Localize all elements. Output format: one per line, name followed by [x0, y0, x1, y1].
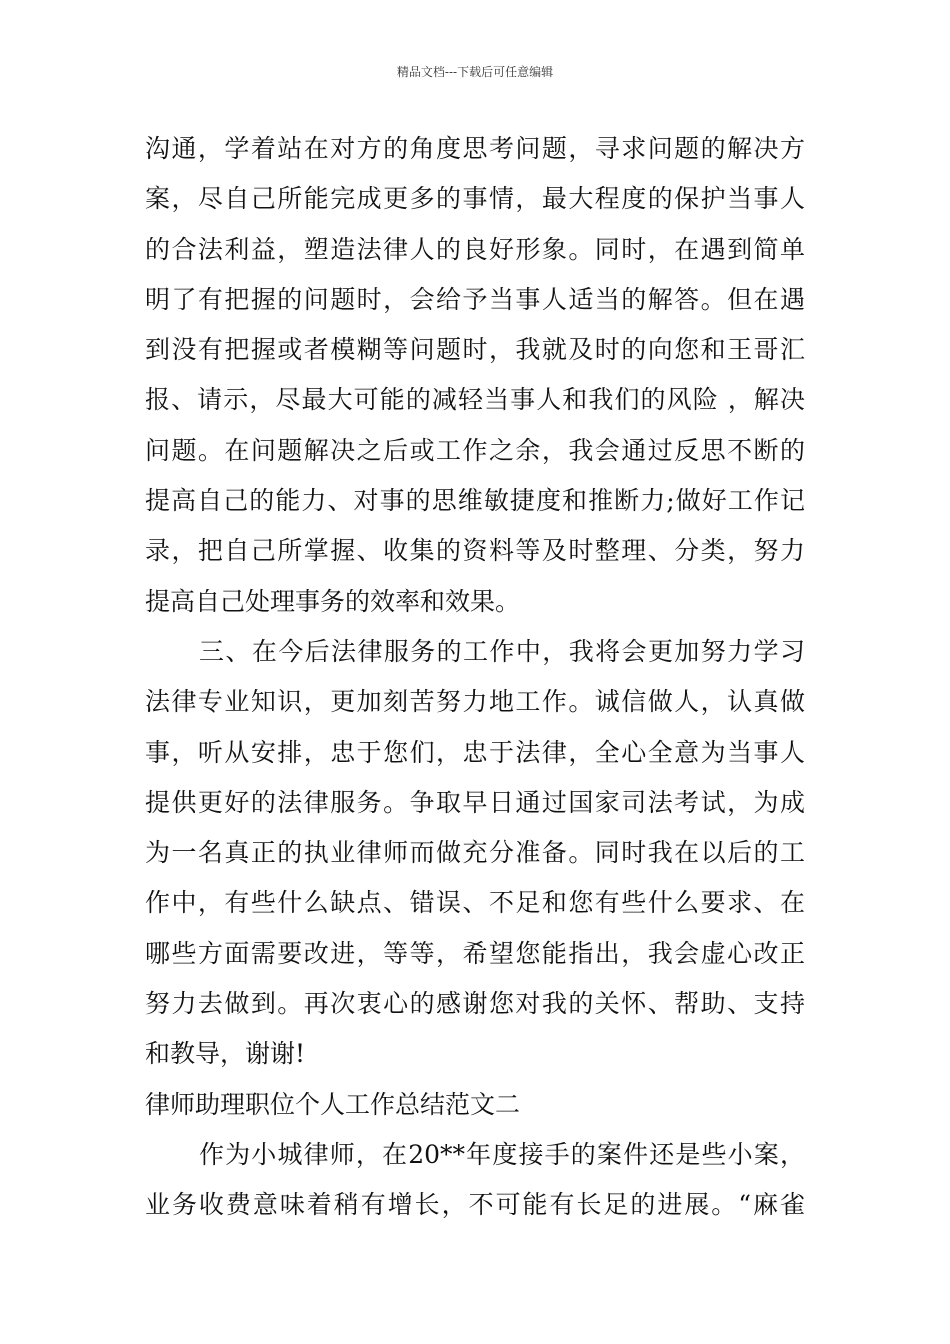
text-line: 事，听从安排，忠于您们，忠于法律，全心全意为当事人 [145, 737, 805, 767]
paragraph-3 [145, 1130, 805, 1231]
paragraph-1 [145, 124, 805, 627]
text-line: 提高自己的能力、对事的思维敏捷度和推断力;做好工作记 [145, 486, 805, 516]
text-line: 明了有把握的问题时，会给予当事人适当的解答。但在遇 [145, 284, 805, 314]
text-line: 报、请示，尽最大可能的减轻当事人和我们的风险 ，解决 [145, 385, 805, 415]
text-line: 和教导，谢谢! [145, 1039, 306, 1069]
text-line: 哪些方面需要改进，等等，希望您能指出，我会虚心改正 [145, 938, 805, 968]
text-line: 三、在今后法律服务的工作中，我将会更加努力学习 [199, 636, 805, 666]
document-body [145, 124, 805, 1231]
text-line: 努力去做到。再次衷心的感谢您对我的关怀、帮助、支持 [145, 989, 805, 1019]
text-line: 的合法利益，塑造法律人的良好形象。同时，在遇到简单 [145, 234, 805, 264]
text-line: 为一名真正的执业律师而做充分准备。同时我在以后的工 [145, 838, 805, 868]
page-header: 精品文档---下载后可任意编辑 [396, 65, 554, 79]
paragraph-2 [145, 627, 805, 1080]
text-line: 案，尽自己所能完成更多的事情，最大程度的保护当事人 [145, 184, 805, 214]
text-line: 作中，有些什么缺点、错误、不足和您有些什么要求、在 [145, 888, 805, 918]
text-line: 法律专业知识，更加刻苦努力地工作。诚信做人，认真做 [145, 687, 805, 717]
text-line: 作为小城律师，在20**年度接手的案件还是些小案， [199, 1139, 805, 1169]
text-line: 录，把自己所掌握、收集的资料等及时整理、分类，努力 [145, 536, 805, 566]
text-line: 提供更好的法律服务。争取早日通过国家司法考试，为成 [145, 787, 805, 817]
text-line: 问题。在问题解决之后或工作之余，我会通过反思不断的 [145, 435, 805, 465]
section-heading: 律师助理职位个人工作总结范文二 [145, 1089, 521, 1119]
text-line: 到没有把握或者模糊等问题时，我就及时的向您和王哥汇 [145, 335, 805, 365]
text-line: 提高自己处理事务的效率和效果。 [145, 586, 521, 616]
text-line: 沟通，学着站在对方的角度思考问题，寻求问题的解决方 [145, 134, 805, 163]
text-line: 业务收费意味着稍有增长，不可能有长足的进展。“麻雀 [145, 1190, 805, 1220]
